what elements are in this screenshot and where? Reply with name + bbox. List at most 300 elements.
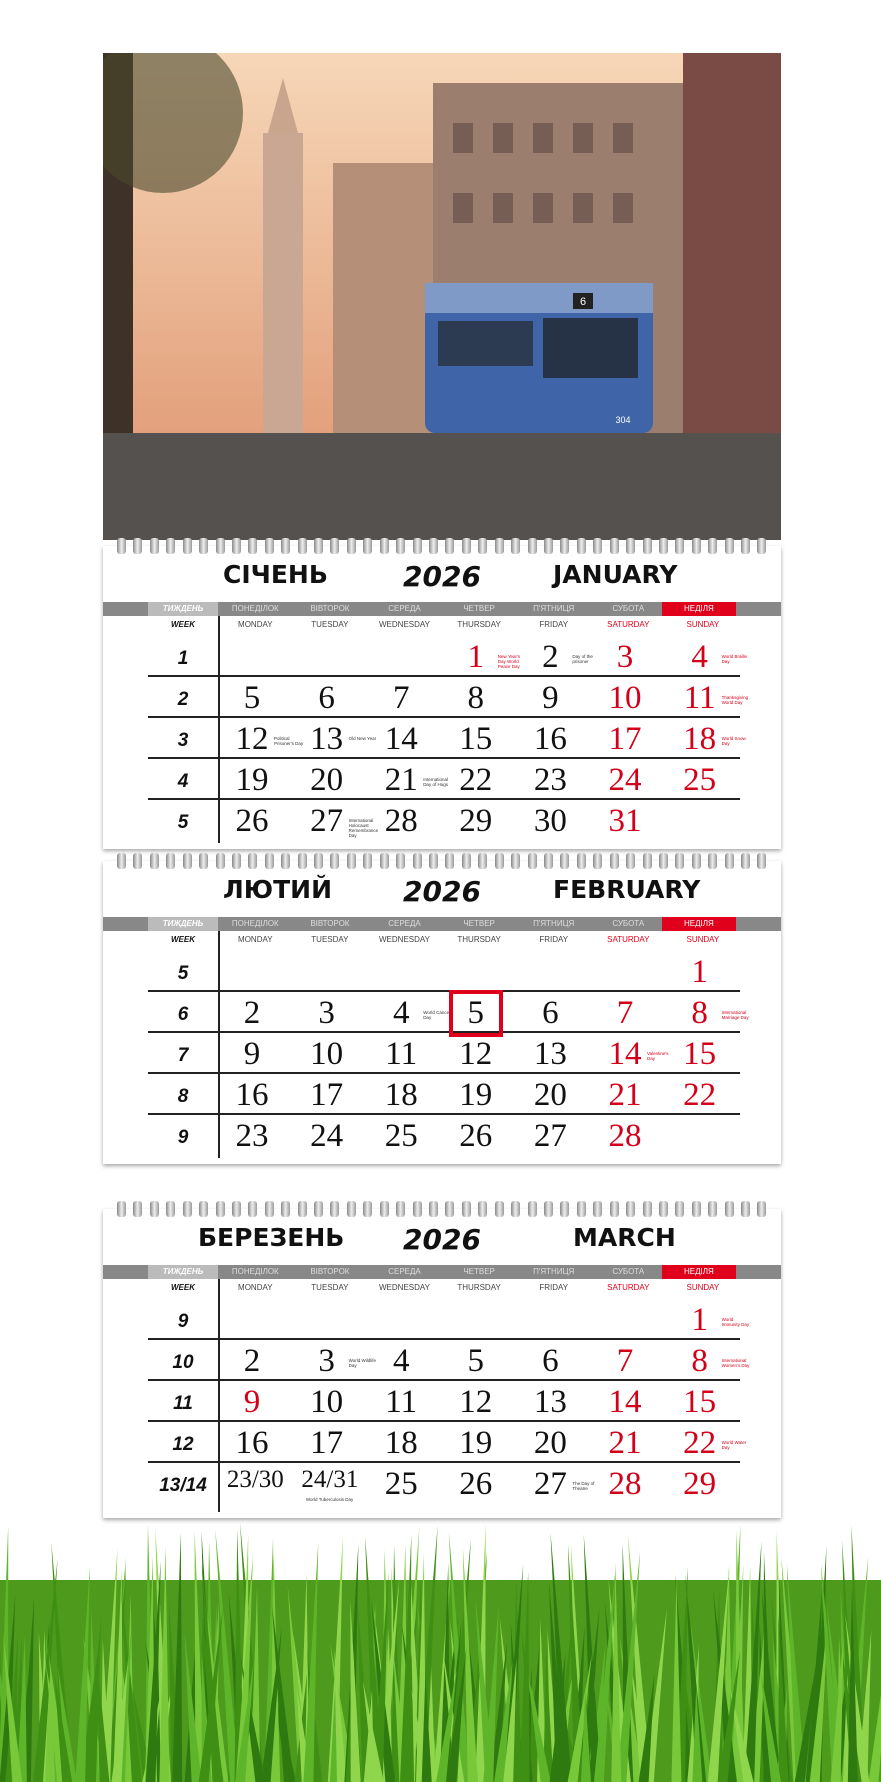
day-cell[interactable]: 11 (683, 680, 716, 716)
day-cell[interactable]: 8 (691, 995, 708, 1031)
weekday-en-4: THURSDAY (457, 935, 501, 944)
day-cell[interactable]: 19 (459, 1425, 493, 1461)
day-cell[interactable]: 2 (542, 639, 559, 675)
day-cell[interactable]: 3 (318, 995, 335, 1031)
spiral-ring (330, 538, 339, 554)
week-row (148, 677, 749, 718)
spiral-ring (380, 853, 389, 869)
spiral-ring (593, 1201, 602, 1217)
spiral-ring (199, 1201, 208, 1217)
spiral-ring (495, 853, 504, 869)
spiral-ring (708, 1201, 717, 1217)
day-cell[interactable]: 2 (243, 995, 261, 1031)
month-name-en: MARCH (573, 1223, 676, 1252)
day-cell[interactable]: 1 (691, 954, 708, 990)
holiday-note: World Immunity Day (721, 1317, 750, 1327)
spiral-ring (232, 853, 241, 869)
month-name-en: JANUARY (553, 560, 678, 589)
day-cell[interactable]: 14 (608, 1384, 642, 1420)
day-cell[interactable]: 17 (310, 1077, 344, 1113)
spiral-ring (330, 853, 339, 869)
day-cell[interactable]: 10 (310, 1384, 344, 1420)
day-cell[interactable]: 20 (310, 762, 344, 798)
spiral-ring (150, 1201, 159, 1217)
day-cell[interactable]: 29 (459, 803, 493, 839)
spiral-ring (511, 853, 520, 869)
day-cell[interactable]: 12 (459, 1036, 493, 1072)
day-cell[interactable]: 12 (459, 1384, 493, 1420)
spiral-ring (659, 853, 668, 869)
tram-fleet-number: 304 (615, 415, 631, 425)
day-cell[interactable]: 10 (310, 1036, 344, 1072)
spiral-ring (544, 853, 553, 869)
weekday-ua-3: СЕРЕДА (388, 604, 421, 613)
spiral-ring (725, 1201, 734, 1217)
spiral-ring (643, 538, 652, 554)
day-cell[interactable]: 16 (533, 721, 567, 757)
spiral-ring (216, 853, 225, 869)
day-cell[interactable]: 26 (235, 803, 269, 839)
calendar-page-january (103, 546, 781, 849)
day-cell[interactable]: 23 (235, 1118, 269, 1154)
spiral-ring (741, 853, 750, 869)
day-cell[interactable]: 29 (683, 1466, 717, 1502)
weekday-ua-3: СЕРЕДА (388, 919, 421, 928)
spiral-ring (347, 1201, 356, 1217)
day-cell[interactable]: 16 (235, 1077, 269, 1113)
spiral-ring (708, 853, 717, 869)
weekday-ua-0: ТИЖДЕНЬ (148, 917, 218, 931)
spiral-ring (528, 1201, 537, 1217)
weekday-ua-2: ВІВТОРОК (310, 919, 350, 928)
week-number: 5 (177, 812, 189, 833)
day-cell[interactable]: 5 (456, 997, 496, 1030)
year-label: 2026 (403, 1223, 481, 1256)
day-cell[interactable]: 15 (459, 721, 493, 757)
week-row (148, 800, 740, 841)
holiday-note: The Day of Theatre (572, 1481, 595, 1491)
spiral-ring (413, 1201, 422, 1217)
month-name-en: FEBRUARY (553, 875, 701, 904)
weekday-en-6: SATURDAY (607, 1283, 650, 1292)
day-cell[interactable]: 21 (608, 1425, 642, 1461)
spiral-ring (166, 538, 175, 554)
spiral-ring (216, 1201, 225, 1217)
day-cell[interactable]: 18 (683, 721, 717, 757)
spiral-ring (757, 538, 766, 554)
day-cell[interactable]: 26 (459, 1466, 493, 1502)
day-cell[interactable]: 30 (533, 803, 567, 839)
spiral-ring (117, 538, 126, 554)
spiral-ring (560, 538, 569, 554)
spiral-ring (133, 1201, 142, 1217)
spiral-ring (577, 853, 586, 869)
spiral-ring (265, 538, 274, 554)
spiral-ring (166, 853, 175, 869)
week-row (148, 1074, 740, 1115)
day-cell[interactable]: 17 (608, 721, 642, 757)
holiday-note: Thanksgiving World Day (721, 695, 749, 705)
spiral-ring (363, 1201, 372, 1217)
day-cell[interactable]: 27 (533, 1466, 567, 1502)
spiral-ring (150, 538, 159, 554)
week-row (148, 1422, 747, 1463)
weekday-en-4: THURSDAY (457, 1283, 501, 1292)
spiral-binding (103, 538, 781, 556)
week-row (148, 992, 749, 1033)
spiral-ring (396, 853, 405, 869)
spiral-ring (528, 853, 537, 869)
spiral-ring (314, 1201, 323, 1217)
weekday-en-row (103, 931, 781, 951)
weekday-ua-5: П'ЯТНИЦЯ (533, 604, 575, 613)
week-number: 5 (177, 963, 189, 984)
spiral-ring (593, 538, 602, 554)
spiral-ring (314, 538, 323, 554)
weekday-ua-2: ВІВТОРОК (310, 604, 350, 613)
spiral-ring (347, 538, 356, 554)
day-cell[interactable]: 24/31 (301, 1466, 359, 1493)
day-cell[interactable]: 6 (318, 680, 335, 716)
spiral-ring (462, 853, 471, 869)
week-number: 13/14 (159, 1475, 207, 1496)
day-cell[interactable]: 7 (616, 995, 634, 1031)
weekday-en-0: WEEK (171, 620, 195, 629)
week-row (148, 636, 748, 677)
spiral-ring (166, 1201, 175, 1217)
spiral-ring (298, 538, 307, 554)
weekday-en-7: SUNDAY (686, 1283, 720, 1292)
day-cell[interactable]: 22 (683, 1077, 717, 1113)
day-cell[interactable]: 19 (235, 762, 269, 798)
spiral-ring (560, 1201, 569, 1217)
spiral-ring (610, 538, 619, 554)
weekday-ua-7: НЕДІЛЯ (662, 602, 737, 616)
spiral-ring (692, 538, 701, 554)
spiral-ring (413, 538, 422, 554)
spiral-ring (133, 853, 142, 869)
spiral-ring (643, 853, 652, 869)
spiral-ring (298, 853, 307, 869)
day-cell[interactable]: 12 (235, 721, 269, 757)
week-number: 8 (177, 1086, 189, 1107)
holiday-note: Old New Year (348, 736, 377, 741)
day-cell[interactable]: 11 (385, 1384, 418, 1420)
spiral-ring (117, 1201, 126, 1217)
holiday-note: World Wildlife Day (348, 1358, 377, 1368)
spiral-ring (396, 1201, 405, 1217)
weekday-en-2: TUESDAY (311, 935, 349, 944)
month-name-ua: ЛЮТИЙ (223, 875, 333, 904)
week-number: 11 (173, 1393, 193, 1414)
day-cell[interactable]: 14 (608, 1036, 642, 1072)
spiral-ring (643, 1201, 652, 1217)
spiral-ring (363, 538, 372, 554)
holiday-note: International Women's Day (721, 1358, 750, 1368)
day-cell[interactable]: 10 (608, 680, 642, 716)
spiral-ring (380, 538, 389, 554)
holiday-note: World Water Day (721, 1440, 747, 1450)
spiral-ring (725, 538, 734, 554)
spiral-ring (560, 853, 569, 869)
spiral-ring (183, 538, 192, 554)
spiral-ring (577, 1201, 586, 1217)
spiral-ring (265, 1201, 274, 1217)
day-cell[interactable]: 5 (243, 680, 261, 716)
weekday-en-3: WEDNESDAY (379, 1283, 430, 1292)
day-cell[interactable]: 3 (616, 639, 634, 675)
spiral-ring (281, 1201, 290, 1217)
day-cell[interactable]: 15 (683, 1036, 717, 1072)
week-row (148, 759, 740, 800)
spiral-ring (117, 853, 126, 869)
day-cell[interactable]: 7 (392, 680, 410, 716)
weekday-en-7: SUNDAY (686, 620, 720, 629)
day-cell[interactable]: 26 (459, 1118, 493, 1154)
spiral-ring (659, 538, 668, 554)
spiral-ring (692, 1201, 701, 1217)
spiral-ring (593, 853, 602, 869)
weekday-en-0: WEEK (171, 1283, 195, 1292)
spiral-ring (577, 538, 586, 554)
calendar-page-march (103, 1209, 781, 1518)
holiday-note: Valentine's Day (647, 1051, 669, 1061)
spiral-ring (265, 853, 274, 869)
weekday-ua-3: СЕРЕДА (388, 1267, 421, 1276)
weekday-ua-1: ПОНЕДІЛОК (231, 919, 279, 928)
weekday-ua-1: ПОНЕДІЛОК (231, 604, 279, 613)
day-cell[interactable]: 24 (608, 762, 642, 798)
weekday-ua-5: П'ЯТНИЦЯ (533, 1267, 575, 1276)
day-cell[interactable]: 16 (235, 1425, 269, 1461)
spiral-ring (462, 1201, 471, 1217)
spiral-ring (445, 1201, 454, 1217)
weekday-en-6: SATURDAY (607, 935, 650, 944)
weekday-ua-7: НЕДІЛЯ (662, 1265, 737, 1279)
holiday-note: International Day of Hugs (423, 777, 448, 787)
holiday-note: Political Prisoner's Day (274, 736, 304, 746)
spiral-ring (133, 538, 142, 554)
day-cell[interactable]: 18 (384, 1425, 418, 1461)
day-cell[interactable]: 21 (384, 762, 418, 798)
week-number: 10 (172, 1352, 194, 1373)
spiral-ring (429, 853, 438, 869)
weekday-en-0: WEEK (171, 935, 195, 944)
day-cell[interactable]: 28 (384, 803, 418, 839)
spiral-ring (692, 853, 701, 869)
spiral-ring (675, 1201, 684, 1217)
weekday-ua-6: СУБОТА (612, 604, 645, 613)
day-cell[interactable]: 14 (384, 721, 418, 757)
spiral-ring (363, 853, 372, 869)
weekday-en-3: WEDNESDAY (379, 935, 430, 944)
weekday-ua-0: ТИЖДЕНЬ (148, 602, 218, 616)
spiral-ring (478, 538, 487, 554)
spiral-ring (626, 538, 635, 554)
day-cell[interactable]: 9 (243, 1036, 261, 1072)
spiral-ring (610, 853, 619, 869)
spiral-ring (708, 538, 717, 554)
holiday-note: World Braille Day (721, 654, 748, 664)
day-cell[interactable]: 17 (310, 1425, 344, 1461)
week-number: 1 (177, 648, 189, 669)
spiral-ring (478, 1201, 487, 1217)
year-label: 2026 (403, 875, 481, 908)
weekday-en-4: THURSDAY (457, 620, 501, 629)
day-cell[interactable]: 8 (691, 1343, 708, 1379)
weekday-ua-4: ЧЕТВЕР (463, 919, 495, 928)
day-cell[interactable]: 25 (384, 1466, 418, 1502)
spiral-ring (347, 853, 356, 869)
spiral-ring (396, 538, 405, 554)
day-cell[interactable]: 23/30 (226, 1466, 284, 1493)
grass-decoration (0, 1520, 881, 1782)
weekday-en-5: FRIDAY (539, 620, 569, 629)
weekday-en-5: FRIDAY (539, 1283, 569, 1292)
weekday-en-6: SATURDAY (607, 620, 650, 629)
calendar-page-february (103, 861, 781, 1164)
spiral-ring (314, 853, 323, 869)
week-number: 4 (177, 771, 189, 792)
spiral-ring (462, 538, 471, 554)
weekday-header-bar (103, 1265, 781, 1279)
day-cell[interactable]: 2 (243, 1343, 261, 1379)
day-cell[interactable]: 22 (683, 1425, 717, 1461)
weekday-en-2: TUESDAY (311, 620, 349, 629)
spiral-ring (298, 1201, 307, 1217)
weekday-ua-0: ТИЖДЕНЬ (148, 1265, 218, 1279)
weekday-ua-4: ЧЕТВЕР (463, 604, 495, 613)
holiday-note: International Marriage Day (721, 1010, 749, 1020)
day-cell[interactable]: 27 (310, 803, 344, 839)
spiral-ring (478, 853, 487, 869)
week-number: 9 (177, 1127, 189, 1148)
day-cell[interactable]: 13 (533, 1036, 567, 1072)
spiral-ring (380, 1201, 389, 1217)
day-cell[interactable]: 31 (608, 803, 642, 839)
spiral-ring (511, 538, 520, 554)
day-cell[interactable]: 13 (310, 721, 344, 757)
weekday-ua-5: П'ЯТНИЦЯ (533, 919, 575, 928)
day-cell[interactable]: 11 (385, 1036, 418, 1072)
weekday-ua-7: НЕДІЛЯ (662, 917, 737, 931)
day-cell[interactable]: 28 (608, 1118, 642, 1154)
day-cell[interactable]: 3 (318, 1343, 335, 1379)
weekday-ua-4: ЧЕТВЕР (463, 1267, 495, 1276)
week-number: 9 (177, 1311, 189, 1332)
spiral-ring (610, 1201, 619, 1217)
day-cell[interactable]: 24 (310, 1118, 344, 1154)
week-number: 7 (177, 1045, 189, 1066)
spiral-ring (741, 538, 750, 554)
weekday-en-3: WEDNESDAY (379, 620, 430, 629)
spiral-ring (199, 538, 208, 554)
day-cell[interactable]: 21 (608, 1077, 642, 1113)
day-cell[interactable]: 20 (533, 1077, 567, 1113)
week-row (148, 1463, 740, 1504)
year-label: 2026 (403, 560, 481, 593)
spiral-ring (216, 538, 225, 554)
holiday-note: World Tuberculosis Day (305, 1497, 354, 1502)
spiral-binding (103, 1201, 781, 1219)
spiral-ring (495, 538, 504, 554)
day-cell[interactable]: 19 (459, 1077, 493, 1113)
day-cell[interactable]: 1 (691, 1302, 708, 1338)
spiral-ring (413, 853, 422, 869)
weekday-en-row (103, 616, 781, 636)
holiday-note: World Cancer Day (423, 1010, 451, 1020)
spiral-ring (330, 1201, 339, 1217)
spiral-ring (248, 853, 257, 869)
week-number: 6 (177, 1004, 189, 1025)
spiral-ring (725, 853, 734, 869)
month-name-ua: БЕРЕЗЕНЬ (198, 1223, 345, 1252)
tram-route-number: 6 (579, 296, 587, 308)
day-cell[interactable]: 23 (533, 762, 567, 798)
day-cell[interactable]: 4 (392, 1343, 410, 1379)
week-number: 2 (177, 689, 189, 710)
day-cell[interactable]: 18 (384, 1077, 418, 1113)
day-cell[interactable]: 25 (683, 762, 717, 798)
day-cell[interactable]: 28 (608, 1466, 642, 1502)
week-number: 12 (172, 1434, 194, 1455)
week-row (148, 951, 740, 992)
day-cell[interactable]: 9 (542, 680, 559, 716)
spiral-ring (675, 853, 684, 869)
week-row (148, 1033, 740, 1074)
spiral-ring (248, 1201, 257, 1217)
day-cell[interactable]: 9 (243, 1384, 261, 1420)
day-cell[interactable]: 15 (683, 1384, 717, 1420)
spiral-ring (429, 538, 438, 554)
day-cell[interactable]: 6 (542, 995, 559, 1031)
spiral-ring (675, 538, 684, 554)
spiral-ring (232, 538, 241, 554)
day-cell[interactable]: 8 (467, 680, 485, 716)
weekday-header-bar (103, 917, 781, 931)
spiral-ring (445, 538, 454, 554)
weekday-en-1: MONDAY (238, 935, 273, 944)
weekday-en-5: FRIDAY (539, 935, 569, 944)
spiral-ring (757, 853, 766, 869)
week-row (148, 1381, 740, 1422)
day-cell[interactable]: 4 (691, 639, 708, 675)
spiral-ring (626, 1201, 635, 1217)
day-cell[interactable]: 4 (392, 995, 410, 1031)
spiral-ring (150, 853, 159, 869)
spiral-ring (232, 1201, 241, 1217)
day-cell[interactable]: 20 (533, 1425, 567, 1461)
weekday-en-2: TUESDAY (311, 1283, 349, 1292)
day-cell[interactable]: 7 (616, 1343, 634, 1379)
day-cell[interactable]: 25 (384, 1118, 418, 1154)
day-cell[interactable]: 22 (459, 762, 493, 798)
holiday-note: New Year's Day World Peace Day (497, 654, 521, 669)
day-cell[interactable]: 27 (533, 1118, 567, 1154)
day-cell[interactable]: 6 (542, 1343, 559, 1379)
day-cell[interactable]: 13 (533, 1384, 567, 1420)
weekday-en-1: MONDAY (238, 620, 273, 629)
holiday-note: Day of the prisoner (572, 654, 593, 664)
holiday-note: World Snow Day (721, 736, 746, 746)
day-cell[interactable]: 1 (467, 639, 485, 675)
day-cell[interactable]: 5 (467, 1343, 485, 1379)
spiral-ring (511, 1201, 520, 1217)
spiral-ring (281, 853, 290, 869)
spiral-ring (741, 1201, 750, 1217)
weekday-en-7: SUNDAY (686, 935, 720, 944)
spiral-ring (281, 538, 290, 554)
